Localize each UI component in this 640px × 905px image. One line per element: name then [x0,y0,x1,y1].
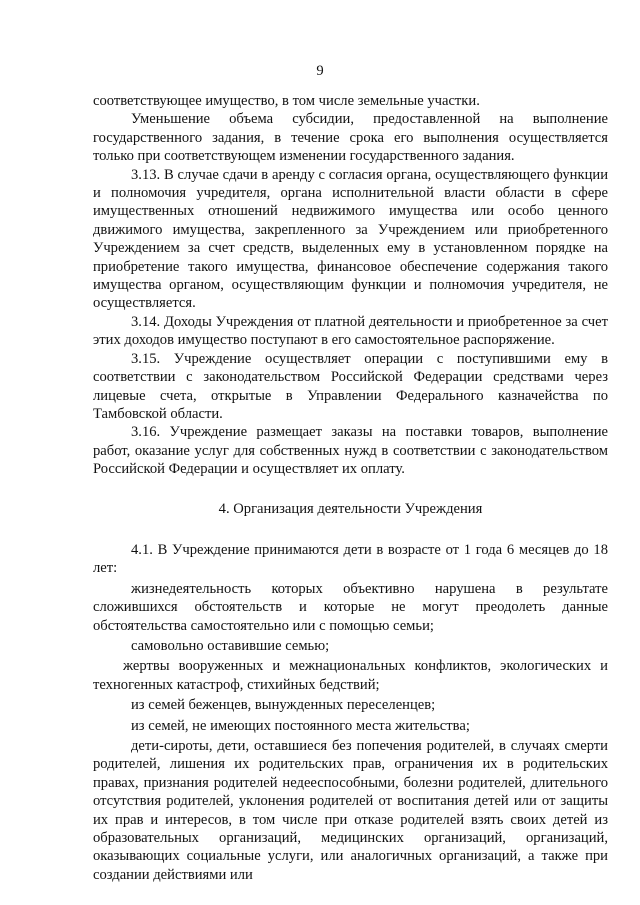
list-item-orphans: дети-сироты, дети, оставшиеся без попечения родителей, в случаях смерти родителей, лишения их родительских прав, ограничения их в родительских правах, признания родителей недееспособными, болезни родителей, длительного отсутствия родителей, уклонения родителей от воспитания детей или от защиты их прав и интересов, в том числе при отказе родителей взять своих детей из образовательных организаций, медицинских организаций, организаций, оказывающих социальные услуги, или аналогичных организаций, а также при создании действиями или [93,738,608,883]
list-item-victims: жертвы вооруженных и межнациональных конфликтов, экологических и техногенных катастроф, стихийных бедствий; [93,658,608,693]
paragraph-continuation: соответствующее имущество, в том числе земельные участки. [93,93,480,109]
list-item-homeless: из семей, не имеющих постоянного места жительства; [131,717,470,734]
paragraph-3-15: 3.15. Учреждение осуществляет операции с поступившими ему в соответствии с законодательством Российской Федерации средствами через лицевые счета, открытые в Управлении Федерального казначейства по Тамбовской области. [93,350,608,422]
paragraph-3-14: 3.14. Доходы Учреждения от платной деятельности и приобретенное за счет этих доходов имущество поступают в его самостоятельное распоряжение. [93,313,608,349]
paragraph-3-16: 3.16. Учреждение размещает заказы на поставки товаров, выполнение работ, оказание услуг для собственных нужд в соответствии с законодательством Российской Федерации и осуществляет их оплату. [93,424,608,478]
page-number: 9 [316,63,324,79]
list-item-life: жизнедеятельность которых объективно нарушена в результате сложившихся обстоятельств и которые не могут преодолеть данные обстоятельства самостоятельно или с помощью семьи; [93,580,608,634]
list-item-runaway: самовольно оставившие семью; [131,637,330,654]
document-body [93,92,608,884]
section-heading: 4. Организация деятельности Учреждения [218,500,483,517]
paragraph-subsidy: Уменьшение объема субсидии, предоставленной на выполнение государственного задания, в течение срока его выполнения осуществляется только при соответствующем изменении государственного задания. [93,111,608,165]
paragraph-4-1: 4.1. В Учреждение принимаются дети в возрасте от 1 года 6 месяцев до 18 лет: [93,541,608,577]
list-item-refugees: из семей беженцев, вынужденных переселенцев; [131,697,436,714]
paragraph-3-13: 3.13. В случае сдачи в аренду с согласия органа, осуществляющего функции и полномочия учредителя, органа исполнительной власти области в сфере имущественных отношений недвижимого имущества или особо ценного движимого имущества, закрепленного за Учреждением или приобретенного Учреждением за счет средств, выделенных ему в установленном порядке на приобретение такого имущества, финансовое обеспечение содержания такого имущества органом, осуществляющим функции и полномочия учредителя, не осуществляется. [93,166,608,312]
